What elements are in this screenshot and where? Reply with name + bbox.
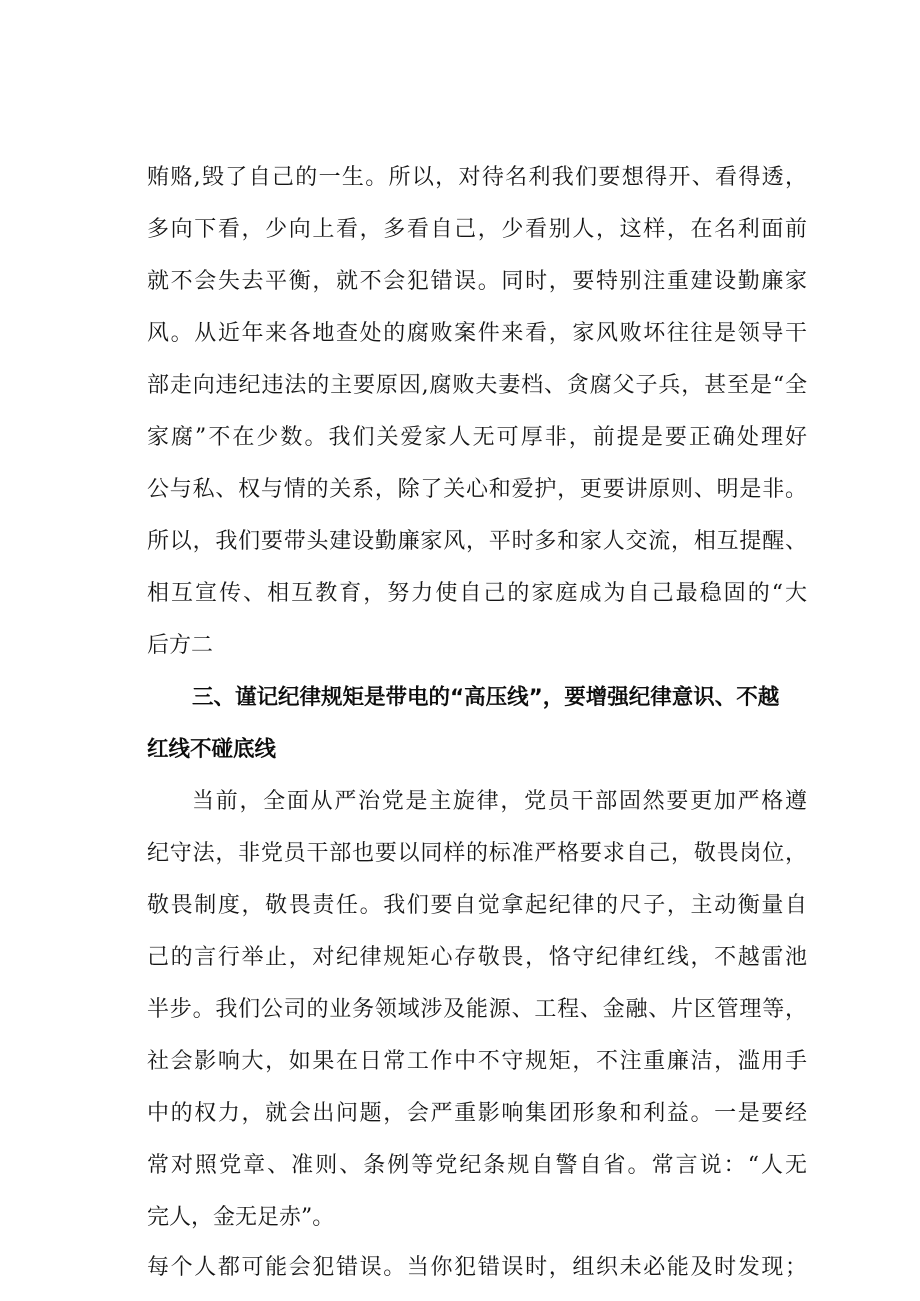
text-line: 贿赂,毁了自己的一生。所以，对待名利我们要想得开、看得透， xyxy=(147,165,807,190)
text-line: 半步。我们公司的业务领域涉及能源、工程、金融、片区管理等， xyxy=(147,997,807,1022)
text-line: 敬畏制度，敬畏责任。我们要自觉拿起纪律的尺子，主动衡量自 xyxy=(147,893,807,918)
text-line: 就不会失去平衡，就不会犯错误。同时，要特别注重建设勤廉家 xyxy=(147,269,807,294)
text-line: 社会影响大，如果在日常工作中不守规矩，不注重廉洁，滥用手 xyxy=(147,1049,807,1074)
text-line: 常对照党章、准则、条例等党纪条规自警自省。常言说：“人无 xyxy=(147,1153,807,1178)
text-line: 每个人都可能会犯错误。当你犯错误时，组织未必能及时发现； xyxy=(147,1255,807,1280)
text-line: 所以，我们要带头建设勤廉家风，平时多和家人交流，相互提醒、 xyxy=(147,529,807,554)
section-heading: 红线不碰底线 xyxy=(147,737,277,762)
section-heading: 三、谨记纪律规矩是带电的“高压线”，要增强纪律意识、不越 xyxy=(192,685,780,710)
text-line: 己的言行举止，对纪律规矩心存敬畏，恪守纪律红线，不越雷池 xyxy=(147,945,807,970)
text-line: 部走向违纪违法的主要原因,腐败夫妻档、贪腐父子兵，甚至是“全 xyxy=(147,373,807,398)
text-line: 中的权力，就会出问题，会严重影响集团形象和利益。一是要经 xyxy=(147,1101,807,1126)
text-line: 公与私、权与情的关系，除了关心和爱护，更要讲原则、明是非。 xyxy=(147,477,807,502)
text-line: 后方二 xyxy=(147,633,214,658)
text-line: 当前，全面从严治党是主旋律，党员干部固然要更加严格遵 xyxy=(192,789,807,814)
text-line: 完人，金无足赤”。 xyxy=(147,1205,335,1230)
text-line: 多向下看，少向上看，多看自己，少看别人，这样，在名利面前 xyxy=(147,217,807,242)
text-line: 纪守法，非党员干部也要以同样的标准严格要求自己，敬畏岗位， xyxy=(147,841,807,866)
text-line: 相互宣传、相互教育，努力使自己的家庭成为自己最稳固的“大 xyxy=(147,581,807,606)
text-line: 家腐”不在少数。我们关爱家人无可厚非，前提是要正确处理好 xyxy=(147,425,807,450)
text-line: 风。从近年来各地查处的腐败案件来看，家风败坏往往是领导干 xyxy=(147,321,807,346)
